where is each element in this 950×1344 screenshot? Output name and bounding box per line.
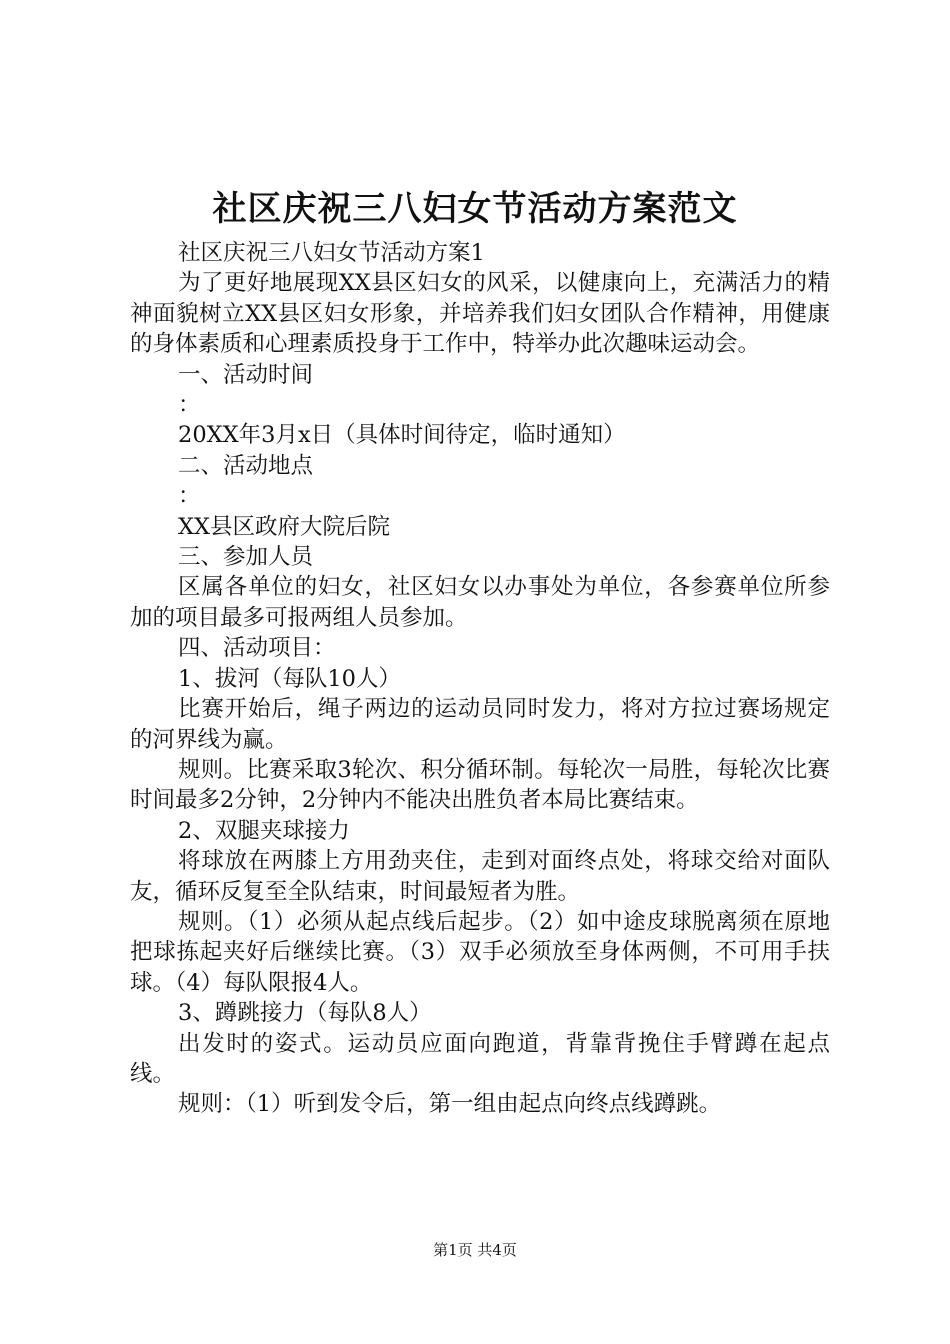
paragraph-section-time: 一、活动时间	[178, 361, 314, 388]
paragraph-tug-of-war-rules: 规则。比赛采取3轮次、积分循环制。每轮次一局胜，每轮次比赛时间最多2分钟，2分钟内不能决出胜负者本局比赛结束。	[130, 756, 830, 814]
page-title: 社区庆祝三八妇女节活动方案范文	[212, 189, 738, 229]
paragraph-section-participants: 三、参加人员	[178, 544, 314, 571]
paragraph-section-events: 四、活动项目：	[178, 635, 336, 662]
page-footer: 第1页 共4页	[433, 1241, 517, 1259]
paragraph-event-tug-of-war: 1、拔河（每队10人）	[178, 665, 401, 692]
paragraph-location-value: XX县区政府大院后院	[178, 513, 391, 540]
paragraph-participants-detail: 区属各单位的妇女，社区妇女以办事处为单位，各参赛单位所参加的项目最多可报两组人员参加。	[130, 574, 830, 631]
paragraph-squat-jump-desc: 出发时的姿式。运动员应面向跑道，背靠背挽住手臂蹲在起点线。	[130, 1030, 830, 1087]
paragraph-ball-relay-rules: 规则。（1）必须从起点线后起步。（2）如中途皮球脱离须在原地把球拣起夹好后继续比赛。（3）双手必须放至身体两侧，不可用手扶球。（4）每队限报4人。	[130, 908, 830, 996]
paragraph-intro: 为了更好地展现XX县区妇女的风采，以健康向上，充满活力的精神面貌树立XX县区妇女形象，并培养我们妇女团队合作精神，用健康的身体素质和心理素质投身于工作中，特举办此次趣味运动会。	[130, 270, 830, 358]
document-body	[130, 238, 830, 1120]
paragraph-section-location: 二、活动地点	[178, 452, 314, 479]
paragraph-time-value: 20XX年3月x日（具体时间待定，临时通知）	[178, 422, 626, 449]
paragraph-tug-of-war-desc: 比赛开始后，绳子两边的运动员同时发力，将对方拉过赛场规定的河界线为赢。	[130, 696, 830, 753]
paragraph-event-squat-jump: 3、蹲跳接力（每队8人）	[178, 1000, 432, 1027]
paragraph-squat-jump-rules: 规则：（1）听到发令后，第一组由起点向终点线蹲跳。	[178, 1091, 722, 1118]
paragraph-colon: ：	[178, 483, 201, 510]
paragraph-ball-relay-desc: 将球放在两膝上方用劲夹住，走到对面终点处，将球交给对面队友，循环反复至全队结束，时间最短者为胜。	[130, 848, 830, 905]
paragraph-plan-heading: 社区庆祝三八妇女节活动方案1	[178, 240, 485, 266]
paragraph-event-ball-relay: 2、双腿夹球接力	[178, 817, 350, 844]
paragraph-colon: ：	[178, 392, 201, 419]
